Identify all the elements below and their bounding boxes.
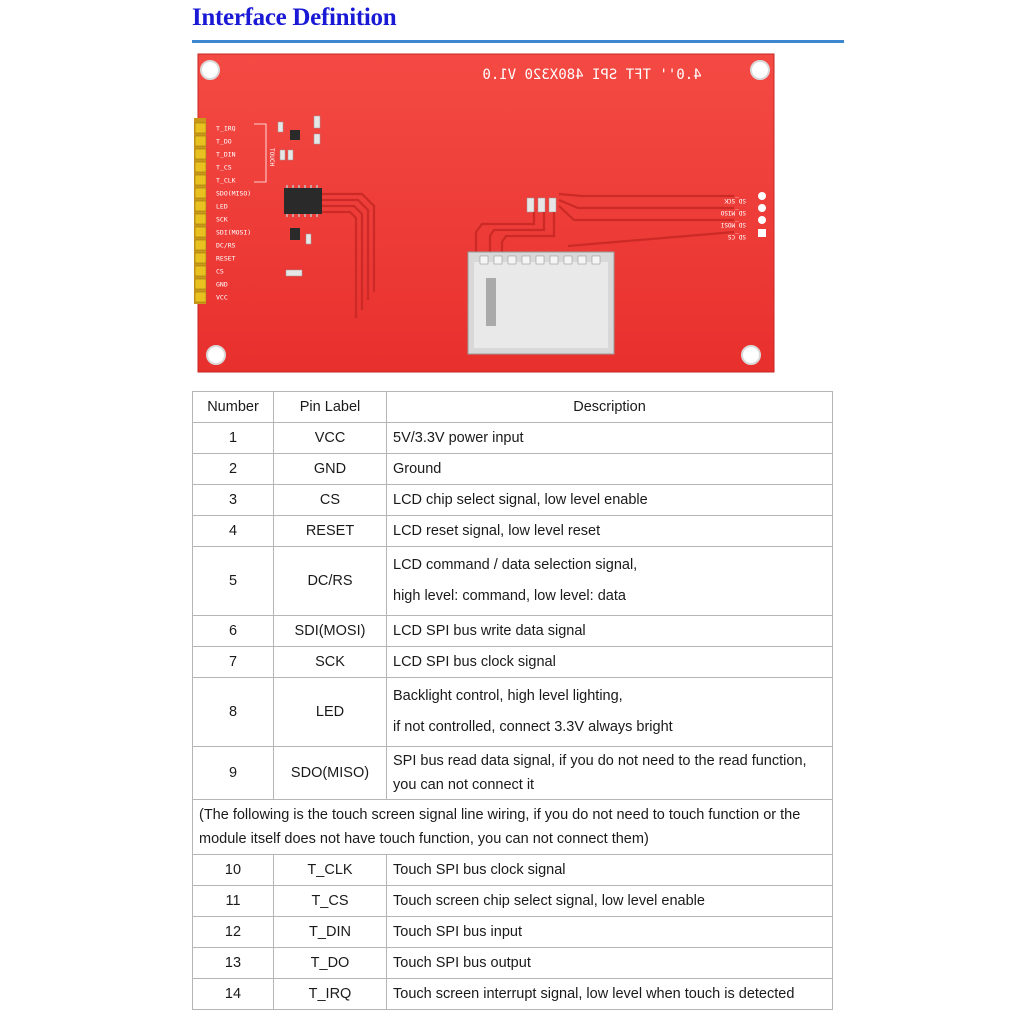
table-row (193, 886, 833, 917)
silkscreen-title: 4.0'' TFT SPI 480X320 V1.0 (482, 67, 702, 83)
pin-number: 13 (193, 948, 274, 979)
pin-header-label: DC/RS (216, 241, 236, 250)
desc-line: you can not connect it (393, 777, 535, 793)
header-pin (195, 292, 206, 302)
sd-pin-label: SD_MISO (720, 209, 746, 216)
header-pin (195, 162, 206, 172)
pin-label: DC/RS (274, 547, 387, 616)
table-row (193, 747, 833, 800)
pin-description: LCD SPI bus clock signal (387, 647, 833, 678)
pin-number: 1 (193, 423, 274, 454)
pin-description (387, 747, 833, 800)
pin-number: 8 (193, 678, 274, 747)
pin-label: RESET (274, 516, 387, 547)
pin-number: 11 (193, 886, 274, 917)
pin-header-label: RESET (216, 254, 236, 263)
table-row (193, 423, 833, 454)
header-pin (195, 253, 206, 263)
pin-header-label: GND (216, 280, 228, 289)
pin-number: 5 (193, 547, 274, 616)
pin-header-label: SDI(MOSI) (216, 228, 252, 237)
pcb-board-image (194, 52, 778, 376)
pin-header-label: T_DIN (216, 150, 236, 159)
pin-description: Touch screen chip select signal, low level enable (387, 886, 833, 917)
table-row (193, 454, 833, 485)
header-description: Description (387, 392, 833, 423)
header-pin (195, 214, 206, 224)
pin-header-label: T_DO (216, 137, 232, 146)
sd-card-slot (468, 252, 614, 354)
pin-label: GND (274, 454, 387, 485)
header-pin (195, 266, 206, 276)
header-pin (195, 136, 206, 146)
pin-label: LED (274, 678, 387, 747)
pin-description: Ground (387, 454, 833, 485)
pin-header-label: LED (216, 202, 228, 211)
pin-number: 10 (193, 855, 274, 886)
header-pin (195, 240, 206, 250)
pin-header-label: T_IRQ (216, 124, 236, 133)
desc-line: if not controlled, connect 3.3V always bright (393, 719, 673, 735)
header-pin (195, 227, 206, 237)
pin-description: Touch SPI bus clock signal (387, 855, 833, 886)
header-pin (195, 201, 206, 211)
pin-number: 9 (193, 747, 274, 800)
pin-number: 2 (193, 454, 274, 485)
header-number: Number (193, 392, 274, 423)
pin-label: SDI(MOSI) (274, 616, 387, 647)
pin-number: 3 (193, 485, 274, 516)
header-pin (195, 123, 206, 133)
table-header-row (193, 392, 833, 423)
pin-description (387, 547, 833, 616)
pin-label: T_CS (274, 886, 387, 917)
header-pin (195, 188, 206, 198)
pin-label: T_DIN (274, 917, 387, 948)
pin-number: 6 (193, 616, 274, 647)
pin-description: Touch SPI bus output (387, 948, 833, 979)
desc-line: high level: command, low level: data (393, 588, 626, 604)
pin-label: VCC (274, 423, 387, 454)
pin-number: 12 (193, 917, 274, 948)
table-row (193, 485, 833, 516)
pin-header-label: SCK (216, 215, 228, 224)
sd-pin-label: SD_MOSI (720, 221, 746, 228)
desc-line: SPI bus read data signal, if you do not need to the read function, (393, 753, 807, 769)
header-pin (195, 279, 206, 289)
touch-label: TOUCH (268, 148, 275, 167)
page-title: Interface Definition (192, 4, 397, 31)
pin-header (194, 118, 206, 304)
table-row (193, 948, 833, 979)
table-note-row (193, 800, 833, 855)
desc-line: LCD command / data selection signal, (393, 557, 638, 573)
pin-label: T_CLK (274, 855, 387, 886)
header-pin (195, 175, 206, 185)
component-u2 (284, 185, 322, 217)
pin-description: 5V/3.3V power input (387, 423, 833, 454)
desc-line: Backlight control, high level lighting, (393, 688, 623, 704)
pin-description: LCD reset signal, low level reset (387, 516, 833, 547)
table-row (193, 647, 833, 678)
touch-wiring-note: (The following is the touch screen signal line wiring, if you do not need to touch function or the module itself does not have touch function, you can not connect them) (193, 800, 833, 855)
pin-description: LCD chip select signal, low level enable (387, 485, 833, 516)
pin-description (387, 678, 833, 747)
table-row (193, 616, 833, 647)
title-divider (192, 40, 844, 43)
table-row (193, 855, 833, 886)
pin-header-label: SDO(MISO) (216, 189, 252, 198)
pin-label: T_DO (274, 948, 387, 979)
pin-number: 7 (193, 647, 274, 678)
pin-number: 14 (193, 979, 274, 1010)
pin-header-label: T_CS (216, 163, 232, 172)
pin-definition-table (192, 391, 833, 1010)
header-pin (195, 149, 206, 159)
pin-label: T_IRQ (274, 979, 387, 1010)
table-row (193, 678, 833, 747)
pin-label: SCK (274, 647, 387, 678)
pin-description: Touch screen interrupt signal, low level when touch is detected (387, 979, 833, 1010)
table-row (193, 917, 833, 948)
sd-pin-label: SD_SCK (724, 197, 746, 204)
pin-number: 4 (193, 516, 274, 547)
sd-pin-label: SD_CS (727, 233, 746, 240)
pin-header-label: VCC (216, 293, 228, 302)
pin-label: CS (274, 485, 387, 516)
pin-header-label: CS (216, 267, 224, 276)
header-pin-label: Pin Label (274, 392, 387, 423)
table-row (193, 547, 833, 616)
pin-header-label: T_CLK (216, 176, 236, 185)
table-row (193, 979, 833, 1010)
pin-label: SDO(MISO) (274, 747, 387, 800)
pin-description: LCD SPI bus write data signal (387, 616, 833, 647)
pin-description: Touch SPI bus input (387, 917, 833, 948)
table-row (193, 516, 833, 547)
